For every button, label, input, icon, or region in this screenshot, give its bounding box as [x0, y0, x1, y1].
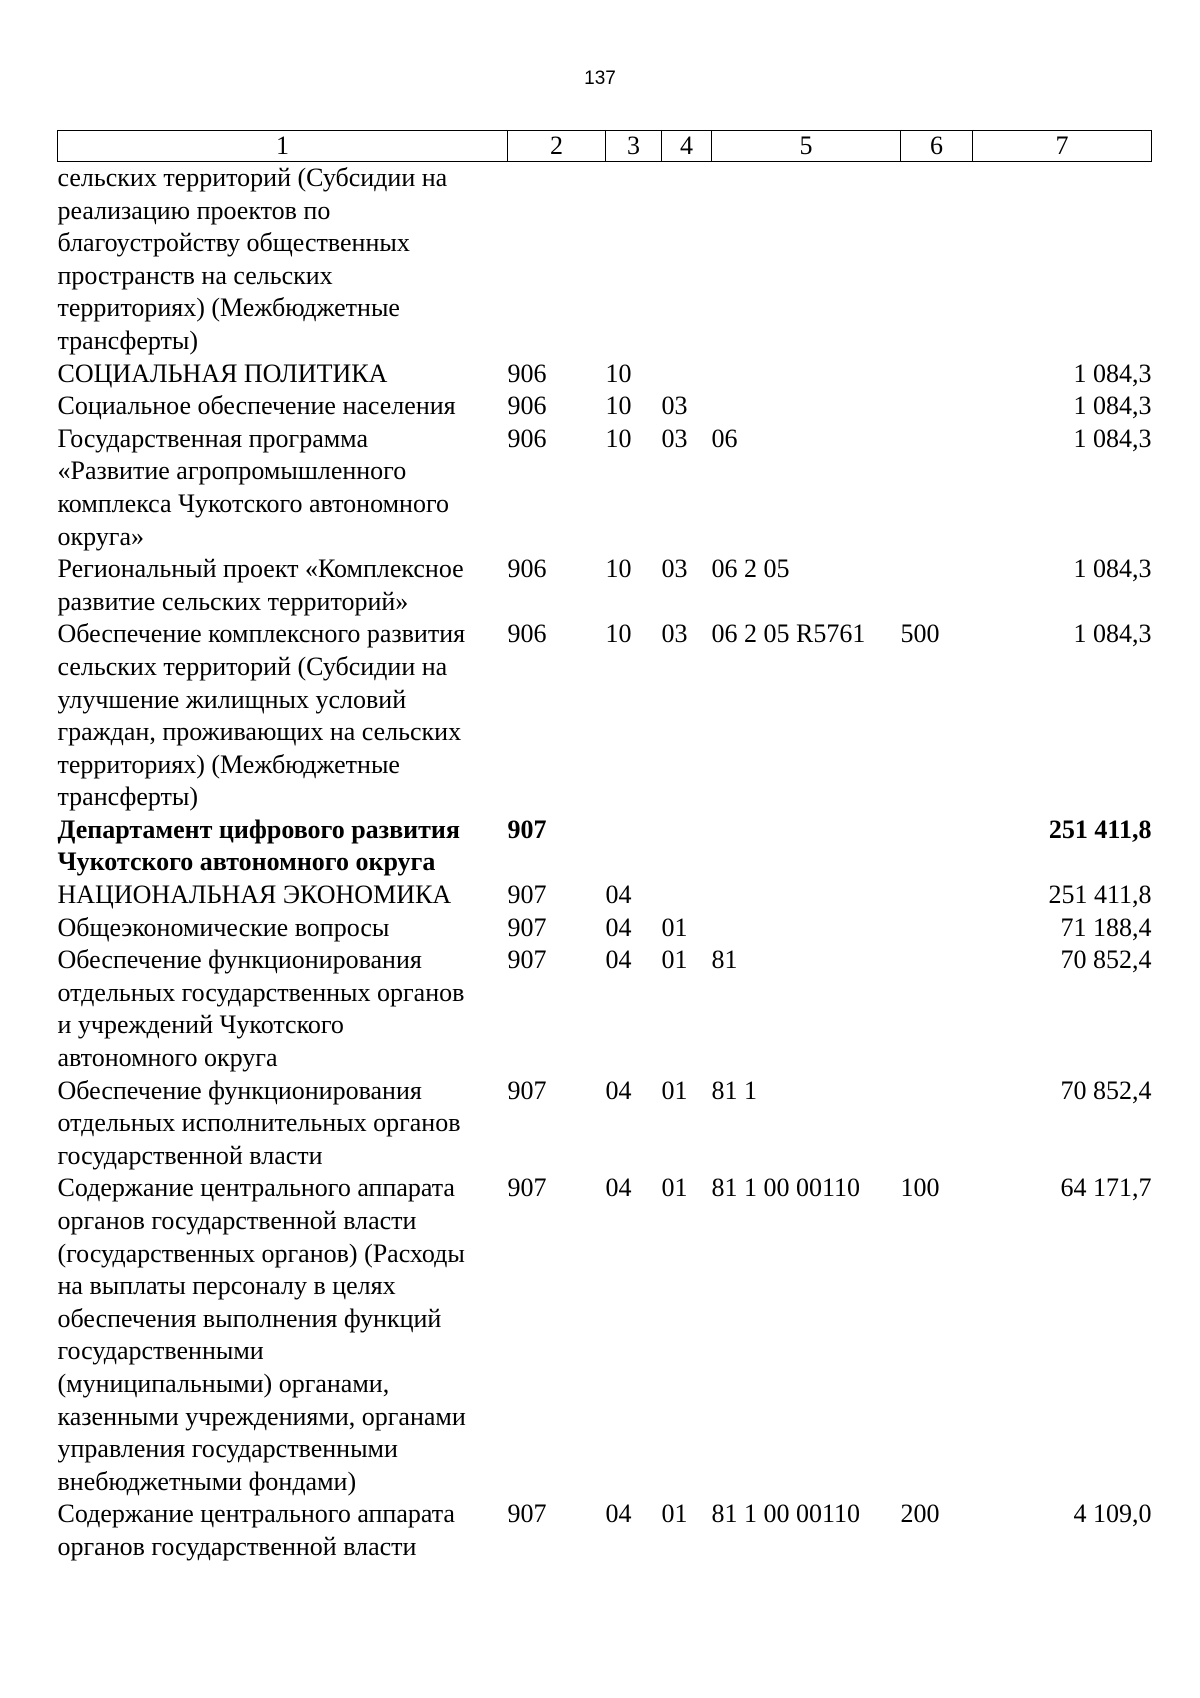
table-row: [58, 423, 1152, 553]
column-header: 6: [901, 131, 973, 162]
ministry-code-cell: 906: [507, 619, 547, 649]
row-name-line: и учреждений Чукотского: [57, 1010, 344, 1040]
row-name-line: сельских территорий (Субсидии на: [57, 651, 448, 681]
subsection-code-cell: 03: [661, 619, 688, 649]
ministry-code-cell: [508, 162, 606, 358]
table-row: [58, 944, 1152, 1074]
subsection-code-cell: 01: [661, 1075, 688, 1105]
row-name-line: СОЦИАЛЬНАЯ ПОЛИТИКА: [57, 358, 388, 388]
row-name-line: органов государственной власти: [57, 1531, 417, 1561]
section-code-cell: 10: [605, 358, 632, 388]
ministry-code-cell: 906: [507, 358, 547, 388]
amount-cell: 1 084,3: [1073, 619, 1152, 649]
table-row: [58, 390, 1152, 423]
table-row: [58, 879, 1152, 912]
row-name-cell: [58, 879, 508, 912]
table-row: [58, 618, 1152, 814]
expense-type-cell: [901, 1075, 973, 1173]
amount-cell: 4 109,0: [1073, 1499, 1152, 1529]
ministry-code-cell: 907: [507, 1173, 547, 1203]
section-code-cell: [606, 814, 662, 879]
target-article-cell: [712, 879, 901, 912]
budget-document: [57, 130, 1151, 1564]
ministry-code-cell: 907: [507, 945, 547, 975]
row-name-line: округа»: [57, 521, 144, 551]
row-name-line: (государственных органов) (Расходы: [57, 1238, 465, 1268]
amount-cell: 251 411,8: [1048, 814, 1152, 844]
row-name-cell: [58, 814, 508, 879]
row-name-line: территориях) (Межбюджетные: [57, 749, 400, 779]
subsection-code-cell: 01: [661, 945, 688, 975]
row-name-cell: [58, 1075, 508, 1173]
target-article-cell: [712, 912, 901, 945]
row-name-cell: [58, 1498, 508, 1563]
expense-type-cell: [901, 814, 973, 879]
row-name-line: сельских территорий (Субсидии на: [57, 163, 448, 192]
section-code-cell: 10: [605, 423, 632, 453]
row-name-line: государственной власти: [57, 1140, 323, 1170]
row-name-line: Обеспечение комплексного развития: [57, 619, 466, 649]
table-row: [58, 162, 1152, 358]
ministry-code-cell: 906: [507, 391, 547, 421]
row-name-line: трансферты): [57, 782, 199, 812]
expense-type-cell: [901, 358, 973, 391]
row-name-line: казенными учреждениями, органами: [57, 1401, 466, 1431]
section-code-cell: 10: [605, 619, 632, 649]
row-name-line: реализацию проектов по: [57, 195, 331, 225]
row-name-line: Региональный проект «Комплексное: [57, 554, 464, 584]
section-code-cell: 04: [605, 1499, 632, 1529]
table-row: [58, 1075, 1152, 1173]
row-name-line: внебюджетными фондами): [57, 1466, 357, 1496]
row-name-line: Департамент цифрового развития: [57, 814, 460, 844]
expense-type-cell: [901, 879, 973, 912]
page-number: 137: [584, 68, 616, 89]
section-code-cell: [606, 162, 662, 358]
ministry-code-cell: 907: [507, 814, 547, 844]
amount-cell: 70 852,4: [1060, 1075, 1152, 1105]
column-header: 3: [606, 131, 662, 162]
amount-cell: 1 084,3: [1073, 423, 1152, 453]
row-name-line: граждан, проживающих на сельских: [57, 717, 462, 747]
ministry-code-cell: 907: [507, 912, 547, 942]
target-article-cell: 81 1 00 00110: [711, 1499, 861, 1529]
expense-type-cell: [901, 944, 973, 1074]
amount-cell: 70 852,4: [1060, 945, 1152, 975]
expense-type-cell: 100: [900, 1173, 940, 1203]
row-name-line: Обеспечение функционирования: [57, 1075, 422, 1105]
row-name-line: Обеспечение функционирования: [57, 945, 422, 975]
target-article-cell: 81 1 00 00110: [711, 1173, 861, 1203]
row-name-cell: [58, 358, 508, 391]
expense-type-cell: [901, 423, 973, 553]
row-name-line: Государственная программа: [57, 423, 369, 453]
amount-cell: 1 084,3: [1073, 391, 1152, 421]
row-name-line: трансферты): [57, 325, 199, 355]
amount-cell: 64 171,7: [1060, 1173, 1152, 1203]
row-name-cell: [58, 618, 508, 814]
row-name-line: обеспечения выполнения функций: [57, 1303, 442, 1333]
amount-cell: 251 411,8: [1048, 880, 1152, 910]
row-name-line: территориях) (Межбюджетные: [57, 293, 400, 323]
subsection-code-cell: [662, 162, 712, 358]
table-row: [58, 1172, 1152, 1498]
row-name-cell: [58, 553, 508, 618]
subsection-code-cell: 03: [661, 391, 688, 421]
subsection-code-cell: [662, 879, 712, 912]
target-article-cell: [712, 390, 901, 423]
expense-type-cell: [901, 390, 973, 423]
row-name-cell: [58, 944, 508, 1074]
budget-table: [57, 130, 1152, 1564]
subsection-code-cell: 01: [661, 912, 688, 942]
subsection-code-cell: [662, 358, 712, 391]
row-name-line: автономного округа: [57, 1043, 278, 1073]
table-row: [58, 912, 1152, 945]
amount-cell: 1 084,3: [1073, 554, 1152, 584]
section-code-cell: 04: [605, 1173, 632, 1203]
row-name-line: комплекса Чукотского автономного: [57, 488, 449, 518]
row-name-line: на выплаты персоналу в целях: [57, 1271, 396, 1301]
section-code-cell: 10: [605, 391, 632, 421]
table-row: [58, 358, 1152, 391]
row-name-cell: [58, 912, 508, 945]
section-code-cell: 04: [605, 912, 632, 942]
column-header: 4: [662, 131, 712, 162]
subsection-code-cell: 01: [661, 1173, 688, 1203]
amount-cell: [973, 162, 1152, 358]
column-header: 5: [712, 131, 901, 162]
target-article-cell: [712, 162, 901, 358]
ministry-code-cell: 907: [507, 880, 547, 910]
target-article-cell: 06 2 05: [711, 554, 790, 584]
row-name-line: Содержание центрального аппарата: [57, 1499, 455, 1529]
table-row: [58, 553, 1152, 618]
row-name-line: государственными: [57, 1336, 264, 1366]
section-code-cell: 04: [605, 880, 632, 910]
row-name-line: Чукотского автономного округа: [57, 847, 436, 877]
subsection-code-cell: 03: [661, 423, 688, 453]
target-article-cell: 81: [711, 945, 738, 975]
table-row: [58, 814, 1152, 879]
row-name-cell: [58, 423, 508, 553]
row-name-cell: [58, 162, 508, 358]
amount-cell: 71 188,4: [1060, 912, 1152, 942]
table-body: [58, 162, 1152, 1564]
row-name-cell: [58, 1172, 508, 1498]
row-name-line: НАЦИОНАЛЬНАЯ ЭКОНОМИКА: [57, 880, 452, 910]
row-name-line: органов государственной власти: [57, 1206, 417, 1235]
row-name-line: (муниципальными) органами,: [57, 1368, 390, 1398]
expense-type-cell: 200: [900, 1499, 940, 1529]
expense-type-cell: [901, 162, 973, 358]
target-article-cell: [712, 814, 901, 879]
ministry-code-cell: 906: [507, 423, 547, 453]
subsection-code-cell: 01: [661, 1499, 688, 1529]
row-name-cell: [58, 390, 508, 423]
column-header: 1: [58, 131, 508, 162]
subsection-code-cell: [662, 814, 712, 879]
target-article-cell: 06: [711, 423, 738, 453]
target-article-cell: 06 2 05 R5761: [711, 619, 866, 649]
row-name-line: «Развитие агропромышленного: [57, 456, 407, 486]
table-header-row: [58, 131, 1152, 162]
table-row: [58, 1498, 1152, 1563]
row-name-line: Общеэкономические вопросы: [57, 912, 390, 942]
expense-type-cell: 500: [900, 619, 940, 649]
ministry-code-cell: 906: [507, 554, 547, 584]
row-name-line: Социальное обеспечение населения: [57, 391, 456, 421]
row-name-line: отдельных государственных органов: [57, 977, 465, 1007]
row-name-line: развитие сельских территорий»: [57, 586, 409, 616]
amount-cell: 1 084,3: [1073, 358, 1152, 388]
section-code-cell: 04: [605, 1075, 632, 1105]
target-article-cell: 81 1: [711, 1075, 757, 1105]
expense-type-cell: [901, 553, 973, 618]
column-header: 2: [508, 131, 606, 162]
section-code-cell: 04: [605, 945, 632, 975]
row-name-line: отдельных исполнительных органов: [57, 1108, 461, 1138]
ministry-code-cell: 907: [507, 1499, 547, 1529]
row-name-line: пространств на сельских: [57, 260, 333, 290]
target-article-cell: [712, 358, 901, 391]
subsection-code-cell: 03: [661, 554, 688, 584]
column-header: 7: [973, 131, 1152, 162]
section-code-cell: 10: [605, 554, 632, 584]
expense-type-cell: [901, 912, 973, 945]
row-name-line: благоустройству общественных: [57, 228, 410, 258]
row-name-line: управления государственными: [57, 1434, 398, 1464]
ministry-code-cell: 907: [507, 1075, 547, 1105]
row-name-line: Содержание центрального аппарата: [57, 1173, 455, 1203]
row-name-line: улучшение жилищных условий: [57, 684, 407, 714]
